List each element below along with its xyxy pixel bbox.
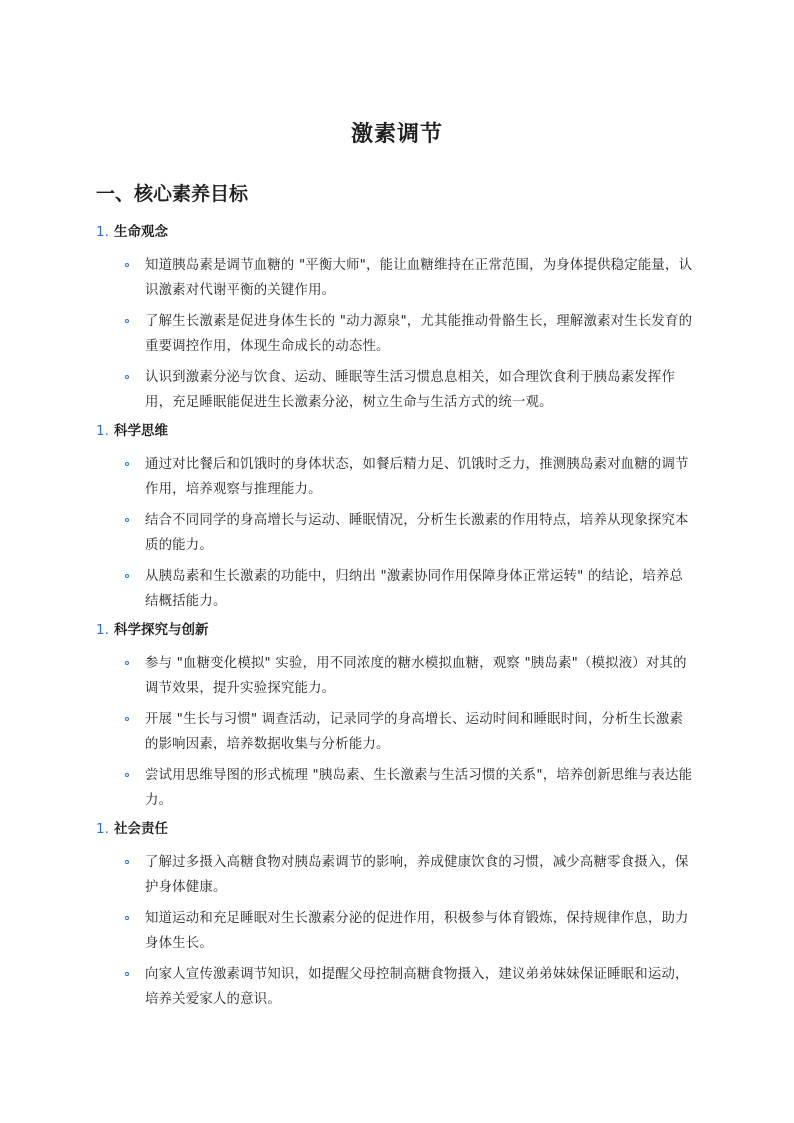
- group-scientific-inquiry: [96, 619, 696, 813]
- list-number: 1.: [96, 821, 109, 837]
- group-heading: [96, 420, 696, 442]
- list-item: [96, 365, 696, 415]
- bullet-circle-icon: [125, 263, 129, 267]
- bullet-circle-icon: [125, 972, 129, 976]
- list-item-text: 通过对比餐后和饥饿时的身体状态，如餐后精力足、饥饿时乏力，推测胰岛素对血糖的调节作用，培养观察与推理能力。: [145, 457, 689, 497]
- list-item-text: 开展 "生长与习惯" 调查活动，记录同学的身高增长、运动时间和睡眠时间，分析生长激素的影响因素，培养数据收集与分析能力。: [145, 712, 684, 752]
- group-label: 生命观念: [114, 224, 168, 240]
- bullet-circle-icon: [125, 860, 129, 864]
- bullet-circle-icon: [125, 319, 129, 323]
- list-item: [96, 508, 696, 558]
- bullet-list: [96, 850, 696, 1012]
- list-item-text: 认识到激素分泌与饮食、运动、睡眠等生活习惯息息相关，如合理饮食利于胰岛素发挥作用，充足睡眠能促进生长激素分泌，树立生命与生活方式的统一观。: [145, 370, 676, 410]
- group-label: 社会责任: [114, 821, 168, 837]
- list-item: [96, 309, 696, 359]
- list-item-text: 知道运动和充足睡眠对生长激素分泌的促进作用，积极参与体育锻炼，保持规律作息，助力身体生长。: [145, 911, 689, 951]
- list-item: [96, 763, 696, 813]
- group-heading: [96, 619, 696, 641]
- group-heading: [96, 818, 696, 840]
- list-number: 1.: [96, 423, 109, 439]
- group-life-concept: [96, 221, 696, 415]
- list-item: [96, 452, 696, 502]
- bullet-list: [96, 253, 696, 415]
- list-item-text: 参与 "血糖变化模拟" 实验，用不同浓度的糖水模拟血糖，观察 "胰岛素"（模拟液）对其的调节效果，提升实验探究能力。: [145, 656, 687, 696]
- bullet-circle-icon: [125, 916, 129, 920]
- bullet-circle-icon: [125, 462, 129, 466]
- group-social-responsibility: [96, 818, 696, 1012]
- list-item-text: 知道胰岛素是调节血糖的 "平衡大师"，能让血糖维持在正常范围，为身体提供稳定能量，认识激素对代谢平衡的关键作用。: [145, 258, 693, 298]
- document-title: 激素调节: [350, 122, 443, 147]
- list-item-text: 从胰岛素和生长激素的功能中，归纳出 "激素协同作用保障身体正常运转" 的结论，培养总结概括能力。: [145, 569, 684, 609]
- list-item: [96, 850, 696, 900]
- bullet-circle-icon: [125, 661, 129, 665]
- list-item-text: 尝试用思维导图的形式梳理 "胰岛素、生长激素与生活习惯的关系"，培养创新思维与表达能力。: [145, 768, 693, 808]
- bullet-circle-icon: [125, 375, 129, 379]
- list-item: [96, 906, 696, 956]
- list-item: [96, 962, 696, 1012]
- list-number: 1.: [96, 224, 109, 240]
- list-item-text: 结合不同同学的身高增长与运动、睡眠情况，分析生长激素的作用特点，培养从现象探究本质的能力。: [145, 513, 689, 553]
- bullet-circle-icon: [125, 773, 129, 777]
- list-number: 1.: [96, 622, 109, 638]
- group-scientific-thinking: [96, 420, 696, 614]
- list-item: [96, 564, 696, 614]
- bullet-circle-icon: [125, 574, 129, 578]
- bullet-circle-icon: [125, 717, 129, 721]
- list-item-text: 了解过多摄入高糖食物对胰岛素调节的影响，养成健康饮食的习惯，减少高糖零食摄入，保护身体健康。: [145, 855, 689, 895]
- list-item-text: 向家人宣传激素调节知识，如提醒父母控制高糖食物摄入，建议弟弟妹妹保证睡眠和运动，培养关爱家人的意识。: [145, 967, 689, 1007]
- group-heading: [96, 221, 696, 243]
- list-item: [96, 253, 696, 303]
- list-item: [96, 651, 696, 701]
- bullet-list: [96, 651, 696, 813]
- bullet-list: [96, 452, 696, 614]
- group-label: 科学探究与创新: [114, 622, 209, 638]
- list-item: [96, 707, 696, 757]
- list-item-text: 了解生长激素是促进身体生长的 "动力源泉"，尤其能推动骨骼生长，理解激素对生长发育的重要调控作用，体现生命成长的动态性。: [145, 314, 693, 354]
- group-label: 科学思维: [114, 423, 168, 439]
- section-heading: 一、核心素养目标: [96, 183, 249, 205]
- bullet-circle-icon: [125, 518, 129, 522]
